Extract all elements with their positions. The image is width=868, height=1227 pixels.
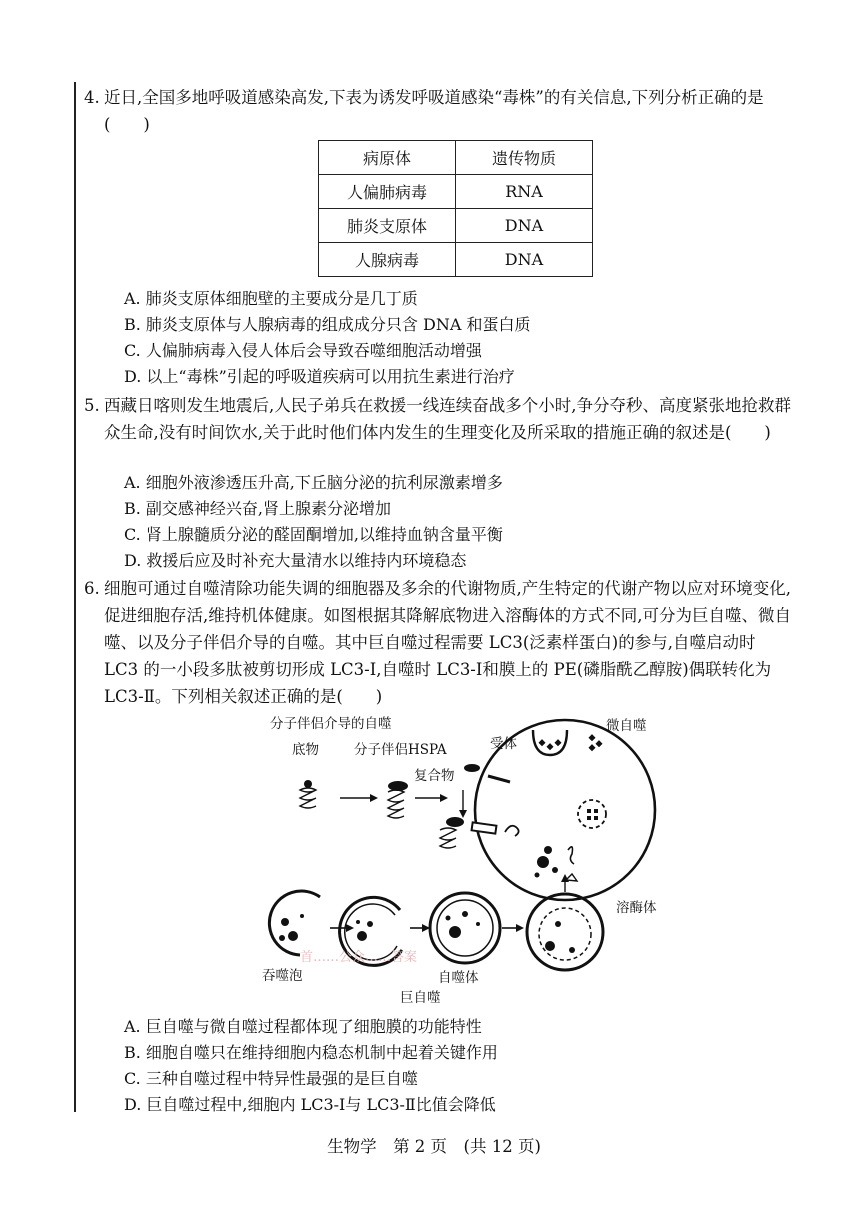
microautophagy-pocket xyxy=(533,730,567,755)
q4-option-d: D. 以上“毒株”引起的呼吸道疾病可以用抗生素进行治疗 xyxy=(124,367,515,386)
q5-option-b: B. 副交感神经兴奋,肾上腺素分泌增加 xyxy=(124,499,392,518)
table-cell: DNA xyxy=(456,209,593,243)
substrate-spring xyxy=(300,788,316,808)
question-5-number: 5. xyxy=(84,396,100,415)
autolysosome-contents xyxy=(545,921,575,953)
question-5-text: 西藏日喀则发生地震后,人民子弟兵在救援一线连续奋战多个小时,争分夺秒、高度紧张地抢救群众生命,没有时间饮水,关于此时他们体内发生的生理变化及所采取的措施正确的叙述是( ) xyxy=(104,396,791,442)
q5-option-a: A. 细胞外液渗透压升高,下丘脑分泌的抗利尿激素增多 xyxy=(124,473,503,492)
lysosome-contents xyxy=(535,846,559,878)
q5-option-d: D. 救援后应及时补充大量清水以维持内环境稳态 xyxy=(124,551,467,570)
label-lysosome: 溶酶体 xyxy=(616,900,657,916)
table-cell: DNA xyxy=(456,243,593,277)
label-substrate: 底物 xyxy=(292,742,319,758)
question-6-stem xyxy=(84,575,794,710)
label-chaperone-autophagy: 分子伴侣介导的自噬 xyxy=(270,716,392,732)
table-cell: 人偏肺病毒 xyxy=(319,175,456,209)
table-row xyxy=(319,243,593,277)
pathogen-table xyxy=(318,140,593,277)
page-footer: 生物学 第 2 页 (共 12 页) xyxy=(327,1137,541,1156)
table-row xyxy=(319,209,593,243)
label-autophagosome: 自噬体 xyxy=(438,970,479,986)
question-6-number: 6. xyxy=(84,579,100,598)
q5-option-c: C. 肾上腺髓质分泌的醛固酮增加,以维持血钠含量平衡 xyxy=(124,525,503,544)
q4-option-b: B. 肺炎支原体与人腺病毒的组成成分只含 DNA 和蛋白质 xyxy=(124,315,531,334)
table-header-row xyxy=(319,141,593,175)
question-4-text: 近日,全国多地呼吸道感染高发,下表为诱发呼吸道感染“毒株”的有关信息,下列分析正确的是( ) xyxy=(104,88,764,134)
receptor-top xyxy=(488,776,510,782)
chaperone-hspa xyxy=(388,781,408,791)
translocating-substrate xyxy=(505,826,519,836)
autolysosome-inner xyxy=(539,908,591,960)
question-5-stem xyxy=(84,392,794,446)
table-header-cell: 病原体 xyxy=(319,141,456,175)
q4-option-c: C. 人偏肺病毒入侵人体后会导致吞噬细胞活动增强 xyxy=(124,341,482,360)
question-6-text: 细胞可通过自噬清除功能失调的细胞器及多余的代谢物质,产生特定的代谢产物以应对环境变化,促进细胞存活,维持机体健康。如图根据其降解底物进入溶酶体的方式不同,可分为巨自噬、微自噬、以及分子伴侣介导的自噬。其中巨自噬过程需要 LC3(泛素样蛋白)的参与,自噬启动时 LC3 的一小段多肽被剪切形成 LC3-Ⅰ,自噬时 LC3-Ⅰ和膜上的 PE(磷脂酰乙醇胺)偶联转化为 LC3-Ⅱ。下列相关叙述正确的是( ) xyxy=(104,579,791,706)
label-microautophagy: 微自噬 xyxy=(606,718,647,734)
autophagy-diagram xyxy=(250,710,670,1010)
margin-binding-line xyxy=(74,82,76,1112)
table-cell: 人腺病毒 xyxy=(319,243,456,277)
chaperone-at-receptor xyxy=(464,764,480,772)
micro-vesicle-cargo xyxy=(587,809,598,820)
q4-option-a: A. 肺炎支原体细胞壁的主要成分是几丁质 xyxy=(124,289,418,308)
label-complex: 复合物 xyxy=(414,768,455,784)
autophagosome-contents xyxy=(446,911,481,938)
autophagosome-outer xyxy=(430,893,500,963)
arrow-3-head xyxy=(346,924,354,932)
arrow-2-head xyxy=(440,794,448,802)
table-cell: 肺炎支原体 xyxy=(319,209,456,243)
table-header-cell: 遗传物质 xyxy=(456,141,593,175)
phagophore-contents xyxy=(279,914,304,941)
substrate-dot xyxy=(304,780,312,788)
substrate-chaperone-spring xyxy=(388,790,404,818)
autophagosome-inner xyxy=(437,900,493,956)
q6-option-a: A. 巨自噬与微自噬过程都体现了细胞膜的功能特性 xyxy=(124,1017,482,1036)
label-phagophore: 吞噬泡 xyxy=(262,968,303,984)
receptor-complex xyxy=(472,822,497,833)
watermark: 首……公众……答案 xyxy=(300,950,418,965)
question-4-stem xyxy=(84,84,794,138)
micro-vesicle xyxy=(578,800,606,828)
label-macroautophagy: 巨自噬 xyxy=(400,990,441,1006)
closing-phagophore-contents xyxy=(356,920,373,941)
arrow-5-head xyxy=(516,924,524,932)
question-4-number: 4. xyxy=(84,88,100,107)
q6-option-c: C. 三种自噬过程中特异性最强的是巨自噬 xyxy=(124,1069,418,1088)
label-receptor: 受体 xyxy=(490,736,517,752)
complex-spring xyxy=(440,828,456,848)
label-chaperone-hspa: 分子伴侣HSPA xyxy=(354,742,447,758)
q6-option-d: D. 巨自噬过程中,细胞内 LC3-Ⅰ与 LC3-Ⅱ比值会降低 xyxy=(124,1095,496,1114)
arrow-1-head xyxy=(370,794,378,802)
chaperone-bound xyxy=(446,817,464,827)
arrow-down-head xyxy=(459,810,467,818)
table-cell: RNA xyxy=(456,175,593,209)
lysosome-substrate xyxy=(568,847,574,864)
autolysosome-outer xyxy=(527,894,603,970)
table-row xyxy=(319,175,593,209)
q6-option-b: B. 细胞自噬只在维持细胞内稳态机制中起着关键作用 xyxy=(124,1043,498,1062)
